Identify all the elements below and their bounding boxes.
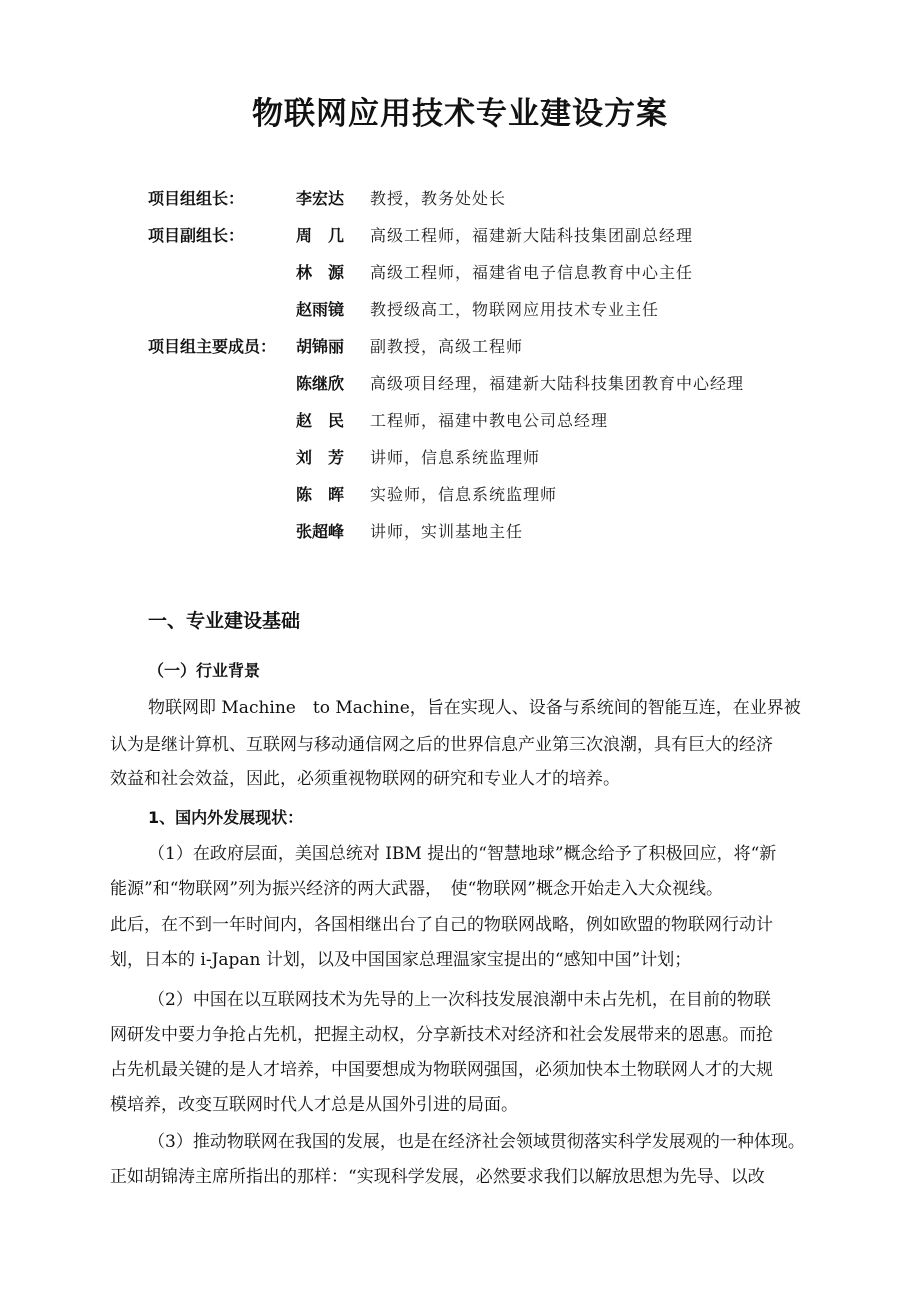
team-member-name: 林 源	[296, 263, 345, 282]
team-member-name: 赵 民	[296, 411, 345, 430]
team-member-name: 张超峰	[296, 522, 345, 541]
team-member-title: 讲师，实训基地主任	[370, 522, 524, 541]
team-member-title: 高级项目经理，福建新大陆科技集团教育中心经理	[370, 374, 745, 393]
team-member-name: 赵雨镜	[296, 300, 345, 319]
paragraph-line: 能源”和“物联网”列为振兴经济的两大武器， 使“物联网”概念开始走入大众视线。	[110, 879, 723, 899]
team-member-title: 副教授，高级工程师	[370, 337, 524, 356]
team-member-name: 李宏达	[296, 189, 345, 208]
team-member-title: 高级工程师，福建省电子信息教育中心主任	[370, 263, 694, 282]
team-member-name: 陈继欣	[296, 374, 345, 393]
team-member-name: 胡锦丽	[296, 337, 345, 356]
document-title: 物联网应用技术专业建设方案	[252, 96, 668, 132]
paragraph-line: 占先机最关键的是人才培养，中国要想成为物联网强国，必须加快本土物联网人才的大规	[110, 1060, 773, 1080]
team-member-title: 教授，教务处处长	[370, 189, 507, 208]
team-member-title: 高级工程师，福建新大陆科技集团副总经理	[370, 226, 694, 245]
paragraph-line: 认为是继计算机、互联网与移动通信网之后的世界信息产业第三次浪潮，具有巨大的经济	[110, 735, 773, 755]
team-member-title: 教授级高工，物联网应用技术专业主任	[370, 300, 660, 319]
paragraph-line: （2）中国在以互联网技术为先导的上一次科技发展浪潮中未占先机，在目前的物联	[148, 990, 771, 1010]
team-member-title: 实验师，信息系统监理师	[370, 485, 558, 504]
team-member-title: 工程师，福建中教电公司总经理	[370, 411, 609, 430]
team-member-title: 讲师，信息系统监理师	[370, 448, 541, 467]
item-heading: 1、国内外发展现状：	[148, 808, 304, 827]
team-member-name: 刘 芳	[296, 448, 345, 467]
paragraph-line: 效益和社会效益，因此，必须重视物联网的研究和专业人才的培养。	[110, 769, 620, 789]
team-member-name: 陈 晖	[296, 485, 345, 504]
paragraph-line: 物联网即 Machine to Machine，旨在实现人、设备与系统间的智能互连，在业界被	[148, 698, 801, 718]
subsection-heading: （一）行业背景	[148, 661, 261, 680]
paragraph-line: 划，日本的 i-Japan 计划，以及中国国家总理温家宝提出的“感知中国”计划；	[110, 950, 692, 970]
team-role: 项目组组长：	[148, 189, 245, 208]
section-heading: 一、专业建设基础	[148, 610, 301, 632]
team-member-name: 周 几	[296, 226, 345, 245]
team-role: 项目组主要成员：	[148, 337, 277, 356]
team-role: 项目副组长：	[148, 226, 245, 245]
paragraph-line: （3）推动物联网在我国的发展，也是在经济社会领域贯彻落实科学发展观的一种体现。	[148, 1132, 805, 1152]
paragraph-line: 模培养，改变互联网时代人才总是从国外引进的局面。	[110, 1095, 518, 1115]
paragraph-line: 网研发中要力争抢占先机，把握主动权，分享新技术对经济和社会发展带来的恩惠。而抢	[110, 1025, 773, 1045]
paragraph-line: （1）在政府层面，美国总统对 IBM 提出的“智慧地球”概念给予了积极回应，将“新	[148, 844, 777, 864]
paragraph-line: 正如胡锦涛主席所指出的那样：“实现科学发展，必然要求我们以解放思想为先导、以改	[110, 1167, 765, 1187]
paragraph-line: 此后，在不到一年时间内，各国相继出台了自己的物联网战略，例如欧盟的物联网行动计	[110, 915, 773, 935]
